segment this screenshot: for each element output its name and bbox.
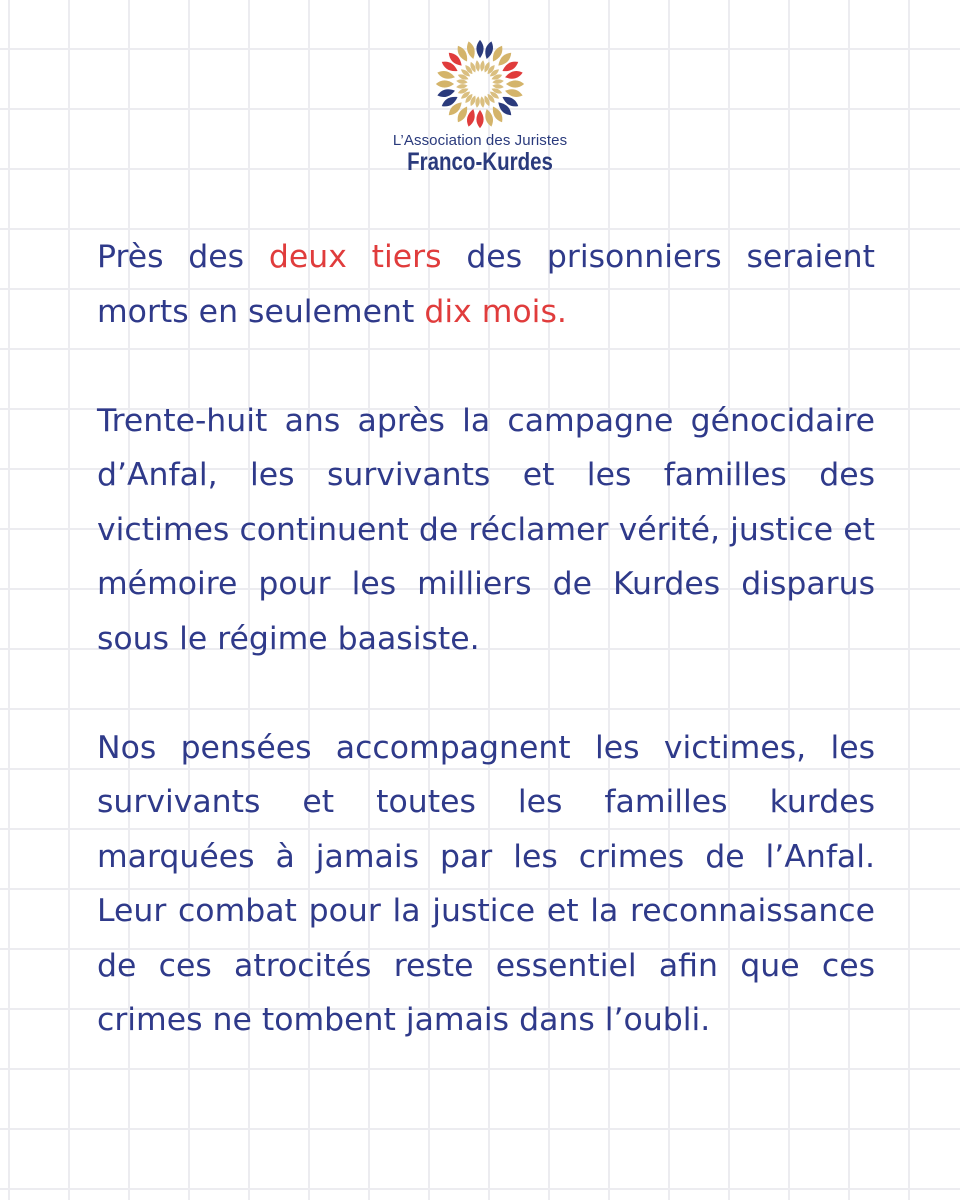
emblem-petal — [476, 110, 483, 128]
paragraph-thoughts: Nos pensées accompagnent les victimes, les survivants et toutes les familles kurdes marquées à jamais par les crimes de l’Anfal. Leur combat pour la justice et la reconnaissance de ces atrocités reste essentiel afin que ces crimes ne tombent jamais dans l’oubli. — [97, 729, 875, 1038]
emblem-petal — [506, 80, 524, 87]
highlight-two-thirds: deux tiers — [268, 239, 442, 275]
association-logo — [0, 36, 960, 176]
paragraph-prisoners: Près des deux tiers des prisonniers seraient morts en seulement dix mois. — [97, 239, 875, 330]
paragraph-anfal-anniversary: Trente-huit ans après la campagne génocidaire d’Anfal, les survivants et les familles des victimes continuent de réclamer vérité, justice et mémoire pour les milliers de Kurdes disparus sous le régime baasiste. — [97, 402, 875, 657]
logo-title: Franco-Kurdes — [407, 148, 553, 176]
main-text — [97, 230, 875, 1102]
highlight-ten-months: dix mois. — [424, 293, 567, 330]
sun-emblem-icon — [432, 36, 528, 132]
emblem-petal — [476, 40, 483, 58]
emblem-petal — [436, 80, 454, 87]
logo-subtitle: L’Association des Juristes — [392, 132, 568, 149]
